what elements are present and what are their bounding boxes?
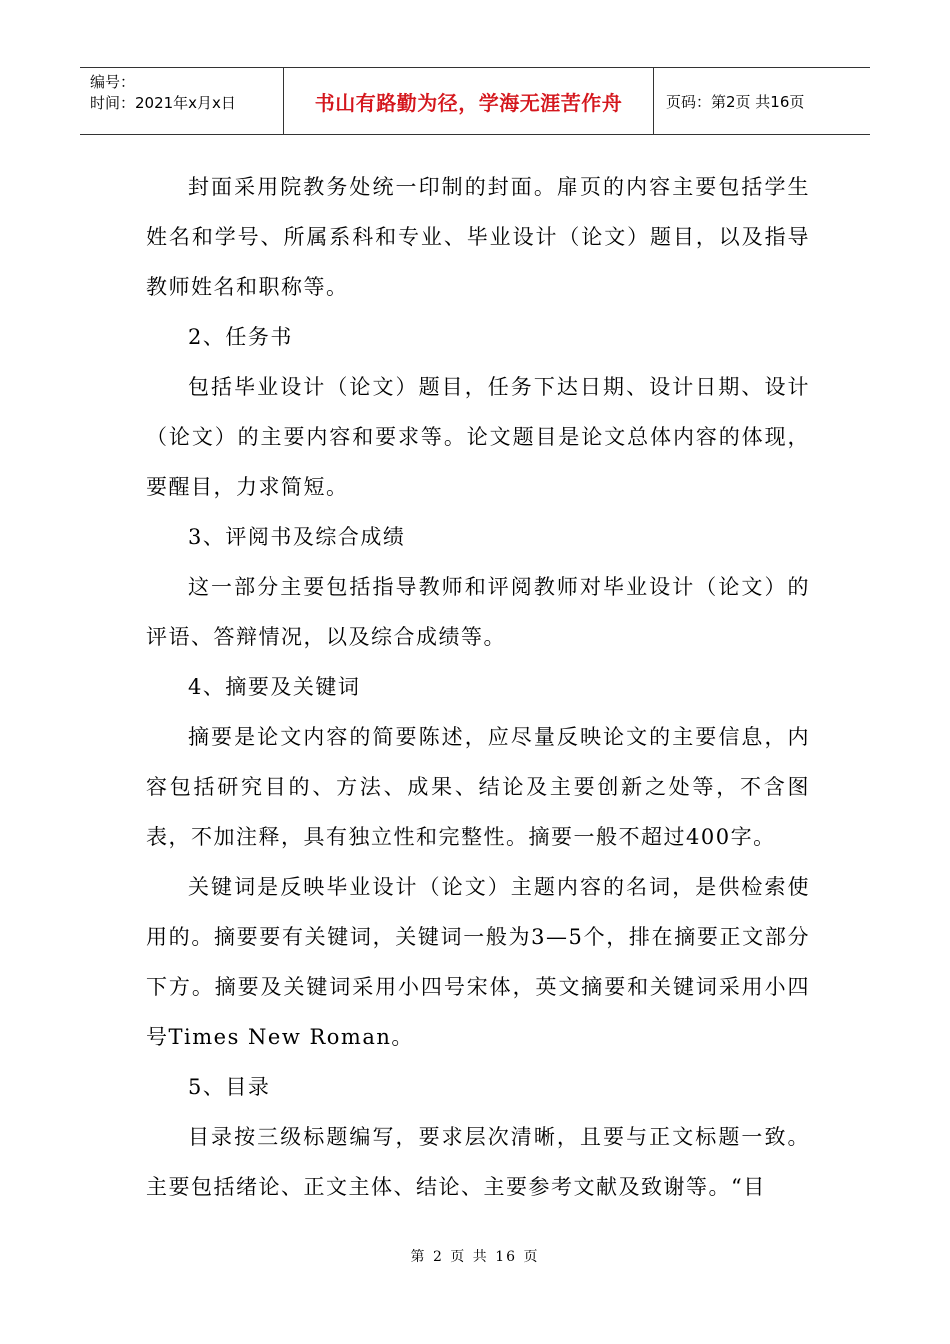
paragraph-task-book: 包括毕业设计（论文）题目，任务下达日期、设计日期、设计（论文）的主要内容和要求等。论文题目是论文总体内容的体现，要醒目，力求简短。 [146,375,810,499]
document-body [146,162,810,1212]
paragraph-cover: 封面采用院教务处统一印制的封面。扉页的内容主要包括学生姓名和学号、所属系科和专业、毕业设计（论文）题目，以及指导教师姓名和职称等。 [146,175,810,299]
paragraph-abstract: 摘要是论文内容的简要陈述，应尽量反映论文的主要信息，内容包括研究目的、方法、成果、结论及主要创新之处等，不含图表，不加注释，具有独立性和完整性。摘要一般不超过400字。 [146,725,810,849]
document-number-label: 编号： [90,73,136,91]
heading-abstract: 4、摘要及关键词 [188,675,361,699]
header-page-info: 页码：第2页 共16页 [666,92,805,111]
heading-toc: 5、目录 [188,1075,271,1099]
header-motto: 书山有路勤为径，学海无涯苦作舟 [284,68,654,134]
paragraph-toc: 目录按三级标题编写，要求层次清晰，且要与正文标题一致。主要包括绪论、正文主体、结论、主要参考文献及致谢等。“目 [146,1125,810,1199]
header-meta [80,68,284,134]
page-header [80,67,870,135]
paragraph-keywords: 关键词是反映毕业设计（论文）主题内容的名词，是供检索使用的。摘要要有关键词，关键词一般为3—5个，排在摘要正文部分下方。摘要及关键词采用小四号宋体，英文摘要和关键词采用小四号Times New Roman。 [146,875,810,1049]
heading-review: 3、评阅书及综合成绩 [188,525,406,549]
document-date: 时间：2021年x月x日 [90,94,236,112]
heading-task-book: 2、任务书 [188,325,293,349]
paragraph-review: 这一部分主要包括指导教师和评阅教师对毕业设计（论文）的评语、答辩情况，以及综合成绩等。 [146,575,810,649]
page-footer: 第 2 页 共 16 页 [410,1249,540,1265]
